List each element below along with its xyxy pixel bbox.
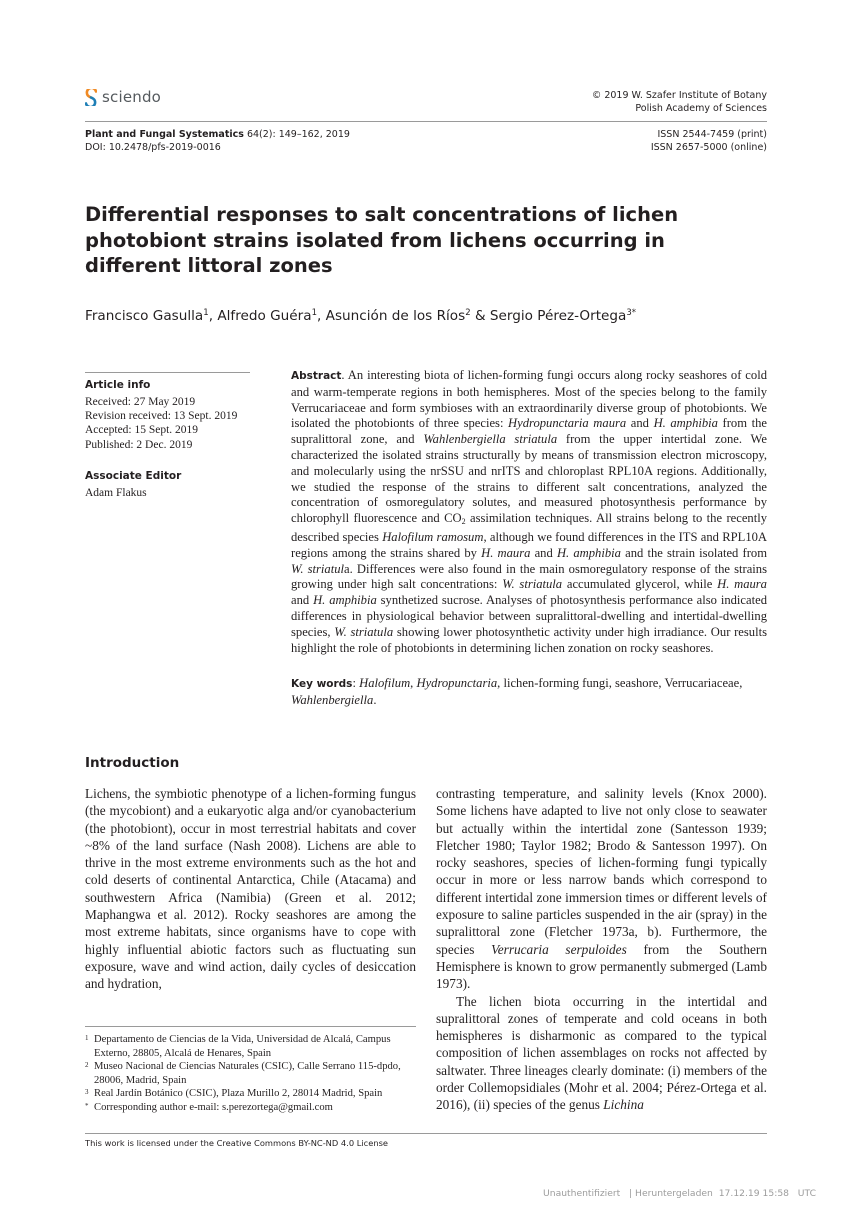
species-name: H. maura <box>481 545 531 560</box>
subscript: 2 <box>461 517 466 527</box>
article-info-panel <box>85 372 250 500</box>
keywords <box>291 676 767 709</box>
associate-editor-heading: Associate Editor <box>85 469 182 482</box>
author-separator: & <box>470 308 490 324</box>
species-name: H. amphibia <box>313 593 377 608</box>
abstract <box>291 368 767 656</box>
license-notice[interactable]: This work is licensed under the Creative Commons BY-NC-ND 4.0 License <box>85 1138 389 1148</box>
associate-editor: Adam Flakus <box>85 486 147 499</box>
footnote-marker: 2 <box>85 1061 89 1070</box>
abstract-text: and <box>626 416 654 431</box>
accepted-date: Accepted: 15 Sept. 2019 <box>85 424 199 437</box>
copyright-notice <box>592 90 767 115</box>
author-name: Alfredo Guéra <box>217 308 312 324</box>
abstract-text: accumulated glycerol, while <box>562 577 718 592</box>
footer-divider <box>85 1133 767 1134</box>
author-name: Francisco Gasulla <box>85 308 204 324</box>
footnote <box>85 1060 416 1087</box>
keywords-label: Key words <box>291 678 353 690</box>
keywords-text: : <box>352 676 360 690</box>
journal-citation <box>85 129 350 154</box>
author-affiliation: 1 <box>203 308 209 318</box>
abstract-text: a. Differences were also found in the main osmoregulatory response of the strains growing under high salt concentrations: <box>291 561 767 592</box>
issn-print: ISSN 2544-7459 (print) <box>657 129 767 140</box>
article-info-heading: Article info <box>85 379 151 391</box>
species-name: W. striatula <box>334 624 394 639</box>
author-separator: , <box>316 308 326 324</box>
paragraph: Lichens, the symbiotic phenotype of a lichen-forming fungus (the mycobiont) and a eukaryotic alga and/or cyanobacterium (the photobiont), occur in most terrestrial habitats and cover ~8% of the land surface (Nash 2008). Lichens are able to thrive in the most extreme environments such as the hot and cold deserts of continental Antarctica, Chile (Atacama) and southwestern Africa (Namibia) (Green et al. 2012; Maphangwa et al. 2012). Rocky seashores are among the most extreme habitats, since organisms have to cope with highly influential abiotic factors such as fluctuating sun exposure, wave and wind action, daily cycles of desiccation and hydration, <box>85 786 416 992</box>
abstract-label: Abstract <box>291 370 342 382</box>
keywords-text: , lichen-forming fungi, seashore, Verrucariaceae, <box>497 676 743 690</box>
footnote <box>85 1101 416 1115</box>
issn-online: ISSN 2657-5000 (online) <box>650 141 767 153</box>
keyword: Wahlenbergiella <box>291 692 374 707</box>
section-heading: Introduction <box>85 755 180 771</box>
sciendo-logo-icon <box>85 89 97 106</box>
abstract-text: and <box>530 545 557 560</box>
author-list <box>85 308 636 324</box>
paragraph-text: The lichen biota occurring in the intertidal and supralittoral zones of temperate and cold oceans in both hemispheres is disharmonic as compared to the typical composition of lichen assemblages on rocks not affected by saltwater. Three lineages clearly dominate: (i) members of the order Collemopsidiales (Mohr et al. 2004; Pérez-Ortega et al. 2016), (ii) species of the genus <box>436 993 767 1113</box>
footnote-marker: 3 <box>85 1088 89 1097</box>
title-line: different littoral zones <box>85 254 333 277</box>
footnote-text: Museo Nacional de Ciencias Naturales (CSIC), Calle Serrano 115-dpdo, 28006, Madrid, Spain <box>94 1061 401 1086</box>
title-line: Differential responses to salt concentrations of lichen <box>85 203 679 226</box>
species-name: W. striatul <box>291 561 344 576</box>
abstract-text: and the strain isolated from <box>620 545 768 560</box>
genus-name: Lichina <box>603 1097 644 1113</box>
species-name: H. amphibia <box>653 416 718 431</box>
author-name: Sergio Pérez-Ortega <box>489 308 627 324</box>
footnote <box>85 1033 416 1060</box>
footnote <box>85 1087 416 1101</box>
abstract-text: and <box>291 593 314 608</box>
footnote-text: Departamento de Ciencias de la Vida, Universidad de Alcalá, Campus Externo, 28805, Alcalá de Henares, Spain <box>94 1034 391 1059</box>
publisher-logo <box>85 88 161 106</box>
abstract-text: showing lower photosynthetic activity under high irradiance. Our results highlight the role of photobionts in determining lichen zonation on rocky seashores. <box>291 624 767 655</box>
paragraph-text: contrasting temperature, and salinity levels (Knox 2000). Some lichens have adapted to live not only close to seawater but actually within the intertidal zone (Santesson 1939; Fletcher 1980; Taylor 1982; Brodo & Santesson 1997). On rocky seashores, species of lichen-forming fungi typically occur in more or less narrow bands which correspond to different intertidal zone immersion times or different levels of exposure to saline particles suspended in the air (spray) in the supralittoral zone (Fletcher 1973a, b). Furthermore, the species <box>436 786 767 957</box>
keywords-text: . <box>373 692 377 707</box>
author-affiliation: 1 <box>311 308 317 318</box>
abstract-text: . An interesting biota of lichen-forming fungi occurs along rocky seashores of cold and warm-temperate regions in both hemispheres. Most of the species belong to the family Verrucariaceae and form symbioses with an extraordinarily diverse group of photobionts. We isolated the photobionts of three species: <box>291 368 767 431</box>
footnotes <box>85 1033 416 1115</box>
journal-name: Plant and Fungal Systematics <box>85 129 244 140</box>
doi[interactable]: DOI: 10.2478/pfs-2019-0016 <box>85 141 221 153</box>
footnote-divider <box>85 1026 416 1027</box>
article-title <box>85 202 725 279</box>
info-divider <box>85 372 250 373</box>
journal-issue: 64(2): 149–162, 2019 <box>243 129 350 140</box>
footnote-text[interactable]: Corresponding author e-mail: s.perezortega@gmail.com <box>94 1101 333 1113</box>
download-stamp: Unauthentifiziert | Heruntergeladen 17.12.19 15:58 UTC <box>543 1188 816 1199</box>
title-line: photobiont strains isolated from lichens occurring in <box>85 228 665 252</box>
footnote-marker: * <box>85 1101 89 1110</box>
body-column-left <box>85 785 416 993</box>
abstract-text: from the upper intertidal zone. We characterized the isolated strains structurally by means of transmission electron microscopy, and molecularly using the nrSSU and nrITS and chloroplast RPL10A regions. Additionally, we studied the response of the strains to different salt concentrations, analyzed the concentration of osmoregulatory solutes, and measured photosynthesis performance by chlorophyll fluorescence and CO <box>291 432 768 526</box>
species-name: Wahlenbergiella striatula <box>423 432 558 447</box>
keywords-text: , <box>410 676 417 690</box>
species-name: Halofilum ramosum <box>382 529 484 544</box>
publisher-name: sciendo <box>102 88 162 106</box>
revised-date: Revision received: 13 Sept. 2019 <box>85 410 238 423</box>
published-date: Published: 2 Dec. 2019 <box>85 438 193 451</box>
keyword: Halofilum <box>359 676 411 690</box>
abstract-text: assimilation techniques. All strains belong to the recently described species <box>291 511 767 544</box>
author-name: Asunción de los Ríos <box>325 308 466 324</box>
author-separator: , <box>208 308 218 324</box>
species-name: W. striatula <box>502 577 563 592</box>
body-column-right <box>436 785 767 1114</box>
paragraph <box>436 993 767 1114</box>
species-name: Verrucaria serpuloides <box>491 941 627 957</box>
paragraph <box>436 785 767 993</box>
paragraph-text: from the Southern Hemisphere is known to grow permanently submerged (Lamb 1973). <box>436 941 767 992</box>
copyright-line-1: © 2019 W. Szafer Institute of Botany <box>591 90 767 101</box>
abstract-text: , although we found differences in the ITS and RPL10A regions among the strains shared by <box>291 529 768 560</box>
issn-block <box>651 129 767 154</box>
author-affiliation: 2 <box>465 308 471 318</box>
footnote-text: Real Jardín Botánico (CSIC), Plaza Murillo 2, 28014 Madrid, Spain <box>94 1088 383 1100</box>
species-name: H. amphibia <box>556 545 621 560</box>
copyright-line-2: Polish Academy of Sciences <box>635 102 767 114</box>
author-affiliation: 3* <box>626 308 637 318</box>
keyword: Hydropunctaria <box>416 676 498 690</box>
abstract-text: from the supralittoral zone, and <box>291 416 767 447</box>
species-name: Hydropunctaria maura <box>508 416 627 431</box>
species-name: H. maura <box>717 577 767 592</box>
footnote-marker: 1 <box>85 1034 89 1042</box>
received-date: Received: 27 May 2019 <box>85 396 196 408</box>
header-divider <box>85 121 767 122</box>
abstract-text: synthetized sucrose. Analyses of photosynthesis performance also indicated differences in physiological behavior between supralittoral-dwelling and intertidal-dwelling species, <box>291 593 767 639</box>
